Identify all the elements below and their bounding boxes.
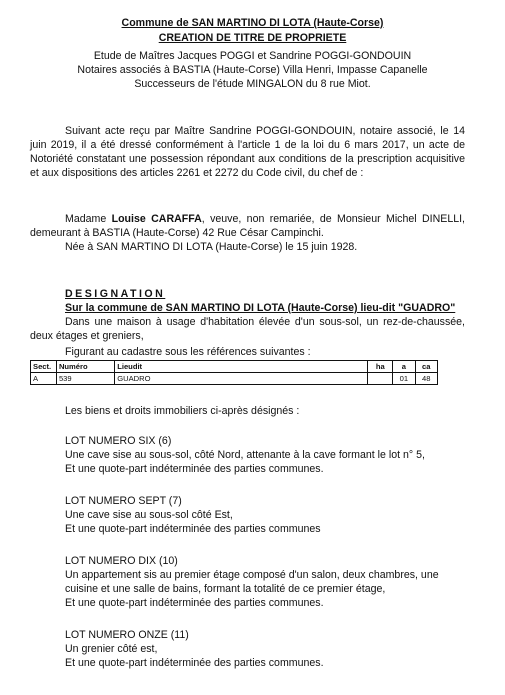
col-ha: ha [368, 361, 393, 373]
table-row [31, 373, 438, 385]
naissance-line: Née à SAN MARTINO DI LOTA (Haute-Corse) le 15 juin 1928. [65, 241, 358, 253]
notice-title: CREATION DE TITRE DE PROPRIETE [158, 32, 347, 44]
acte-paragraph: Suivant acte reçu par Maître Sandrine POGGI-GONDOUIN, notaire associé, le 14 juin 2019, il a été dressé conformément à l'article 1 de la loi du 6 mars 2017, un acte de Notoriété constatant une possession répondant aux conditions de la prescription acquisitive et aux dispositions des articles 2261 et 2272 du Code civil, du chef de : [30, 125, 465, 179]
lot-title: LOT NUMERO SIX (6) [65, 435, 172, 447]
lot-title: LOT NUMERO DIX (10) [65, 555, 178, 567]
personne-details: , veuve, non remariée, de Monsieur Michel DINELLI, demeurant à BASTIA (Haute-Corse) 42 Rue César Campinchi. [30, 213, 465, 239]
lot-sept [65, 494, 475, 536]
biens-intro: Les biens et droits immobiliers ci-après désignés : [65, 405, 300, 417]
cell-sect: A [31, 373, 57, 385]
lot-line: Et une quote-part indéterminée des parties communes. [65, 657, 324, 669]
maison-text: Dans une maison à usage d'habitation élevée d'un sous-sol, un rez-de-chaussée, deux étages et greniers, [30, 316, 465, 342]
notaires-line: Notaires associés à BASTIA (Haute-Corse) Villa Henri, Impasse Capanelle [77, 64, 428, 76]
col-sect: Sect. [31, 361, 57, 373]
cell-ca: 48 [415, 373, 437, 385]
designation-title: DESIGNATION [65, 288, 166, 300]
cell-numero: 539 [56, 373, 114, 385]
personne-nom: CARAFFA [145, 213, 202, 225]
cadastre-intro: Figurant au cadastre sous les références suivantes : [65, 346, 311, 358]
commune-heading: Commune de SAN MARTINO DI LOTA (Haute-Corse) [121, 17, 384, 29]
lot-line: Et une quote-part indéterminée des parties communes. [65, 463, 324, 475]
lot-line: Un appartement sis au premier étage composé d'un salon, deux chambres, une [65, 569, 439, 581]
designation-subtitle: Sur la commune de SAN MARTINO DI LOTA (Haute-Corse) lieu-dit "GUADRO" [65, 302, 456, 314]
lot-line: Et une quote-part indéterminée des parties communes. [65, 597, 324, 609]
lot-line: Une cave sise au sous-sol, côté Nord, attenante à la cave formant le lot n° 5, [65, 449, 425, 461]
etude-line: Etude de Maîtres Jacques POGGI et Sandrine POGGI-GONDOUIN [93, 50, 412, 62]
lot-dix [65, 554, 475, 610]
lot-six [65, 434, 475, 476]
lot-title: LOT NUMERO ONZE (11) [65, 629, 189, 641]
lot-onze [65, 628, 475, 670]
personne-prenom: Louise [111, 213, 146, 225]
successeurs-line: Successeurs de l'étude MINGALON du 8 rue Miot. [134, 78, 371, 90]
cadastre-table [30, 360, 438, 385]
personne-paragraph [30, 212, 465, 240]
lot-line: cuisine et une salle de bains, formant la totalité de ce premier étage, [65, 583, 386, 595]
cell-lieudit: GUADRO [115, 373, 368, 385]
cell-a: 01 [393, 373, 415, 385]
lot-line: Un grenier côté est, [65, 643, 158, 655]
personne-prefix: Madame [65, 213, 112, 225]
cadastre-header-row [31, 361, 438, 373]
col-a: a [393, 361, 415, 373]
col-numero: Numéro [56, 361, 114, 373]
lot-line: Une cave sise au sous-sol côté Est, [65, 509, 233, 521]
lot-title: LOT NUMERO SEPT (7) [65, 495, 182, 507]
col-ca: ca [415, 361, 437, 373]
maison-paragraph [30, 315, 465, 343]
cell-ha [368, 373, 393, 385]
col-lieudit: Lieudit [115, 361, 368, 373]
lot-line: Et une quote-part indéterminée des parties communes [65, 523, 321, 535]
